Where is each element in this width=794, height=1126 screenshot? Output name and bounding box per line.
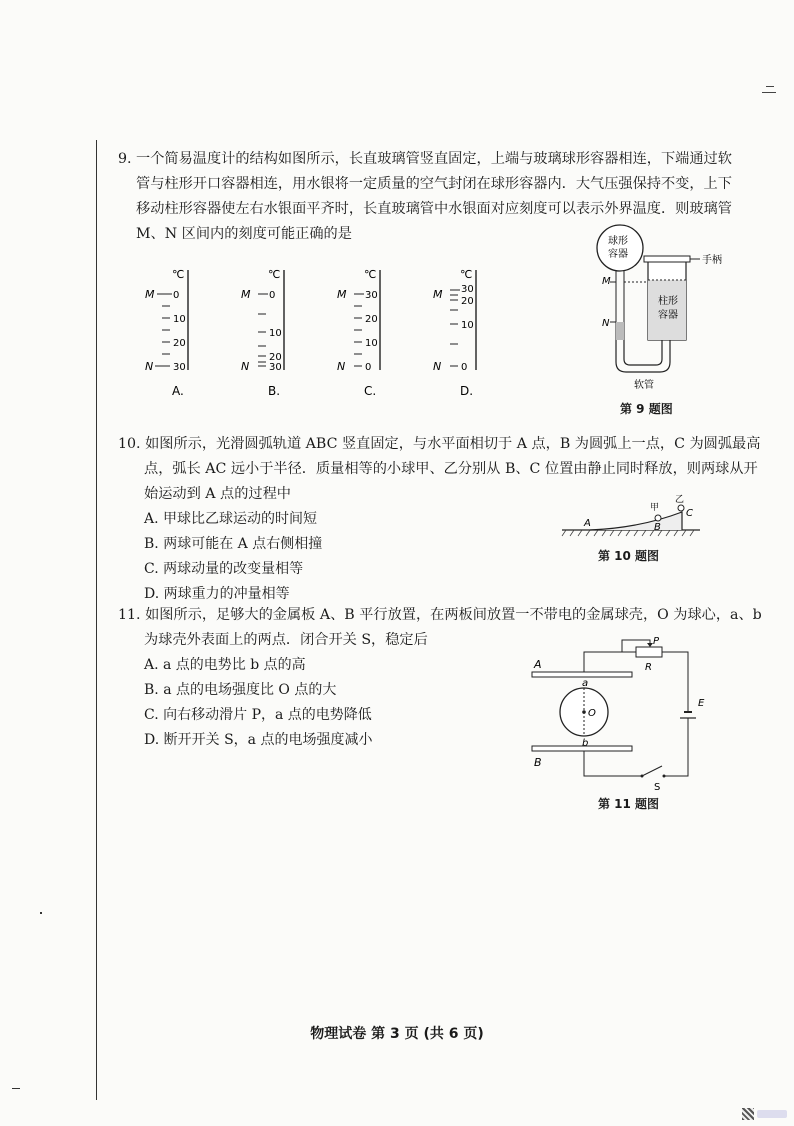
tick-label: 0 (269, 290, 276, 301)
text-line: 始运动到 A 点的过程中 (144, 486, 291, 502)
option-d: D. 两球重力的冲量相等 (144, 586, 290, 602)
qr-code-icon (742, 1108, 754, 1120)
handle-label: 手柄 (702, 255, 722, 266)
tick-label: 0 (365, 362, 372, 373)
n-label: N (241, 360, 250, 373)
tick-label: 10 (365, 338, 378, 349)
tick-label: 20 (173, 338, 186, 349)
tick-label: 30 (173, 362, 186, 373)
text-line: 管与柱形开口容器相连，用水银将一定质量的空气封闭在球形容器内．大气压强保持不变，上下 (136, 176, 732, 192)
n-label: N (337, 360, 346, 373)
scale-option-b (241, 268, 284, 398)
option-a: A. 甲球比乙球运动的时间短 (144, 511, 318, 527)
corner-mark (766, 86, 774, 87)
option-label: D. (460, 384, 474, 398)
container-label: 容器 (658, 310, 678, 321)
option-a: A. a 点的电势比 b 点的高 (144, 657, 306, 673)
m-label: M (602, 276, 611, 287)
tick-label: 20 (365, 314, 378, 325)
scan-mark (12, 1088, 20, 1089)
n-label: N (602, 318, 610, 329)
tick-label: 20 (269, 352, 282, 363)
figure-caption: 第 9 题图 (620, 402, 673, 416)
point-c-label: C (686, 508, 693, 519)
bulb-container (597, 225, 643, 271)
tick-label: 0 (173, 290, 180, 301)
bulb-label: 容器 (608, 249, 628, 260)
m-label: M (337, 288, 347, 301)
rheostat-r (636, 647, 662, 657)
scale-option-c (337, 268, 380, 398)
tick-label: 20 (461, 296, 474, 307)
page-footer: 物理试卷 第 3 页 (共 6 页) (310, 1026, 484, 1042)
option-b: B. a 点的电场强度比 O 点的大 (144, 682, 337, 698)
switch-s (642, 766, 662, 776)
text-line: M、N 区间内的刻度可能正确的是 (136, 226, 352, 242)
bulb-label: 球形 (608, 236, 628, 247)
point-b-label: B (654, 522, 661, 533)
unit-label: ℃ (364, 268, 377, 281)
tick-label: 30 (365, 290, 378, 301)
arc-track (590, 512, 682, 530)
ball-jia (655, 515, 661, 521)
m-label: M (241, 288, 251, 301)
watermark-logo (757, 1110, 787, 1118)
text-line: 11. 如图所示，足够大的金属板 A、B 平行放置，在两板间放置一不带电的金属球壳，O 为球心，a、b (118, 607, 762, 623)
q9-figure (588, 222, 738, 390)
margin-line (96, 140, 97, 1100)
plate-a (532, 672, 632, 677)
option-label: B. (268, 384, 281, 398)
m-label: M (433, 288, 443, 301)
mercury-column (616, 322, 624, 340)
option-b: B. 两球可能在 A 点右侧相撞 (144, 536, 323, 552)
option-label: A. (172, 384, 184, 398)
handle-bar (644, 256, 690, 262)
point-a-label: A (584, 518, 591, 529)
switch-label: S (654, 782, 661, 792)
scale-option-a (145, 268, 188, 398)
option-c: C. 向右移动滑片 P，a 点的电势降低 (144, 707, 372, 723)
tick-label: 10 (173, 314, 186, 325)
m-label: M (145, 288, 155, 301)
slider-label: P (653, 636, 660, 647)
container-label: 柱形 (658, 296, 678, 307)
center-o-label: O (588, 708, 596, 719)
tick-label: 0 (461, 362, 468, 373)
tick-label: 30 (269, 362, 282, 373)
tick-label: 10 (269, 328, 282, 339)
option-d: D. 断开开关 S，a 点的电场强度减小 (144, 732, 373, 748)
rheostat-label: R (645, 662, 652, 673)
option-label: C. (364, 384, 377, 398)
option-c: C. 两球动量的改变量相等 (144, 561, 304, 577)
plate-b-label: B (534, 756, 542, 769)
unit-label: ℃ (460, 268, 473, 281)
text-line: 9. 一个简易温度计的结构如图所示，长直玻璃管竖直固定，上端与玻璃球形容器相连，下端通过软 (118, 151, 732, 167)
n-label: N (433, 360, 442, 373)
ball-yi (678, 505, 684, 511)
figure-caption: 第 10 题图 (598, 549, 660, 563)
text-line: 点，弧长 AC 远小于半径．质量相等的小球甲、乙分别从 B、C 位置由静止同时释放，则两球从开 (144, 461, 758, 477)
unit-label: ℃ (172, 268, 185, 281)
n-label: N (145, 360, 154, 373)
text-line: 10. 如图所示，光滑圆弧轨道 ABC 竖直固定，与水平面相切于 A 点，B 为圆弧上一点，C 为圆弧最高 (118, 436, 761, 452)
unit-label: ℃ (268, 268, 281, 281)
yi-label: 乙 (675, 495, 685, 505)
hose-label: 软管 (634, 380, 654, 390)
corner-mark (762, 92, 776, 93)
point-b-label: b (582, 738, 589, 749)
text-line: 移动柱形容器使左右水银面平齐时，长直玻璃管中水银面对应刻度可以表示外界温度．则玻璃管 (136, 201, 732, 217)
jia-label: 甲 (650, 503, 660, 513)
battery-label: E (698, 698, 705, 709)
scan-dot (40, 912, 42, 914)
tick-label: 30 (461, 284, 474, 295)
tick-label: 10 (461, 320, 474, 331)
q10-figure (560, 490, 710, 540)
q11-figure (526, 630, 726, 792)
point-a-label: a (582, 678, 589, 689)
figure-caption: 第 11 题图 (598, 797, 660, 811)
text-line: 为球壳外表面上的两点．闭合开关 S，稳定后 (144, 632, 428, 648)
scale-option-d (433, 268, 476, 398)
q9-scale-options (140, 258, 520, 403)
plate-a-label: A (534, 658, 542, 671)
